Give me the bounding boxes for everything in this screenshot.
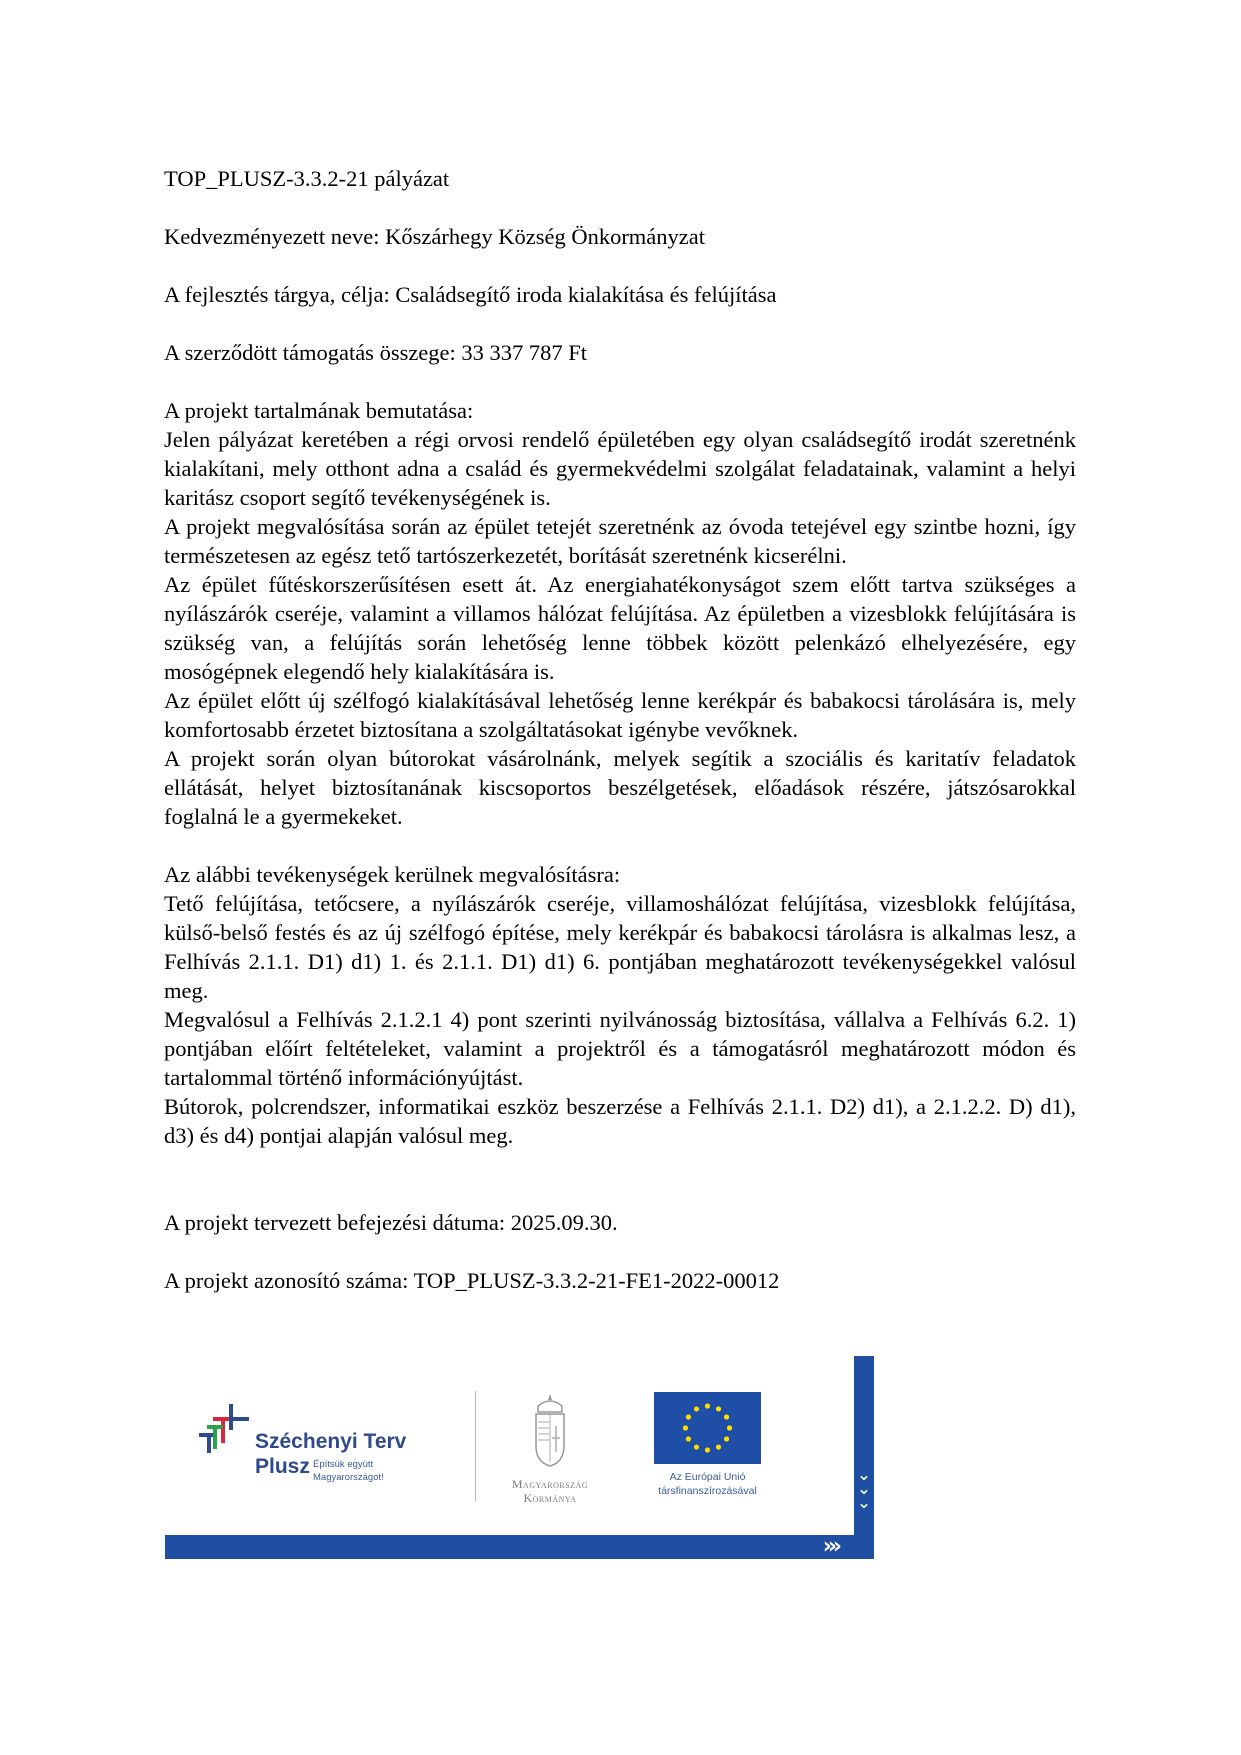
presentation-paragraph: A projekt során olyan bútorokat vásárolnánk, melyek segítik a szociális és karitatív feladatok ellátását, helyet biztosítanának kiscsoportos beszélgetések, előadások részére, játszósarokkal foglalná le a gyermekeket. [164,746,1076,829]
eu-line: társfinanszírozásával [658,1485,757,1497]
document-body [164,164,1076,1295]
eu-star-icon [683,1425,688,1430]
banner-side-bar [854,1356,874,1559]
szechenyi-title: Széchenyi Terv [255,1430,407,1453]
government-text [485,1477,615,1505]
eu-flag-icon [654,1392,761,1464]
presentation-paragraph: A projekt megvalósítása során az épület tetejét szeretnénk az óvoda tetejével egy szintbe hozni, így természetesen az egész tető tartószerkezetét, borítását szeretnénk kicserélni. [164,514,1076,568]
eu-star-icon [705,1447,710,1452]
activities-paragraph: Tető felújítása, tetőcsere, a nyílászárók cseréje, villamoshálózat felújítása, vizesblokk felújítása, külső-belső festés és az új szélfogó építése, mely kerékpár és babakocsi tárolásra is alkalmas lesz, a Felhívás 2.1.1. D1) d1) 1. és 2.1.1. D1) d1) 6. pontjában meghatározott tevékenységekkel valósul meg. [164,891,1076,1003]
project-id-line: A projekt azonosító száma: TOP_PLUSZ-3.3.2-21-FE1-2022-00012 [164,1268,780,1293]
eu-text [645,1470,770,1498]
banner-bottom-bar [165,1535,874,1559]
eu-star-icon [694,1406,699,1411]
eu-star-icon [694,1444,699,1449]
eu-star-icon [686,1436,691,1441]
eu-star-icon [705,1403,710,1408]
slogan-line: Építsük együtt [313,1459,374,1470]
beneficiary-line: Kedvezményezett neve: Kőszárhegy Község Önkormányzat [164,224,706,249]
government-line: Magyarország [511,1477,589,1491]
coat-of-arms-icon [530,1392,570,1468]
grant-amount-line: A szerződött támogatás összege: 33 337 787 Ft [164,340,588,365]
presentation-paragraph: Az épület előtt új szélfogó kialakításával lehetőség lenne kerékpár és babakocsi tárolására is, mely komfortosabb érzetet biztosítana a szolgáltatásokat igénybe vevőknek. [164,688,1076,742]
presentation-paragraph: Jelen pályázat keretében a régi orvosi rendelő épületében egy olyan családsegítő irodát szeretnénk kialakítani, mely otthont adna a család és gyermekvédelmi szolgálat feladatainak, valamint a helyi karitász csoport segítő tevékenységének is. [164,427,1076,510]
hungarian-government-logo [485,1392,615,1505]
szechenyi-slogan [313,1458,384,1484]
chevrons-right-icon: ››› [822,1534,838,1559]
eu-star-icon [724,1414,729,1419]
government-line: Kormánya [523,1491,577,1505]
eu-line: Az Európai Unió [669,1471,746,1483]
presentation-paragraph: Az épület fűtéskorszerűsítésen esett át. Az energiahatékonyságot szem előtt tartva szükséges a nyílászárók cseréje, valamint a villamos hálózat felújítása. Az épületben a vizesblokk felújítására is szükség van, a felújítás során lehetőség lenne többek között pelenkázó elhelyezésére, egy mosógépnek elegendő hely kialakítására is. [164,572,1076,684]
slogan-line: Magyarországot! [313,1472,384,1483]
eu-star-icon [716,1444,721,1449]
activities-heading: Az alábbi tevékenységek kerülnek megvalósításra: [164,862,621,887]
szechenyi-plus: Plusz [255,1455,310,1478]
completion-date-line: A projekt tervezett befejezési dátuma: 2025.09.30. [164,1210,618,1235]
title-line: TOP_PLUSZ-3.3.2-21 pályázat [164,166,450,191]
szechenyi-terv-plusz-logo [199,1400,429,1483]
activities-paragraph: Bútorok, polcrendszer, informatikai eszköz beszerzése a Felhívás 2.1.1. D2) d1), a 2.1.2.2. D) d1), d3) és d4) pontjai alapján valósul meg. [164,1094,1076,1148]
funding-banner [165,1356,874,1559]
eu-star-icon [724,1436,729,1441]
chevrons-down-icon: ⌄ ⌄ ⌄ [857,1465,871,1512]
activities-paragraph: Megvalósul a Felhívás 2.1.2.1 4) pont szerinti nyilvánosság biztosítása, vállalva a Felhívás 6.2. 1) pontjában előírt feltételeket, valamint a projektről és a támogatásról meghatározott módon és tartalommal történő információnyújtást. [164,1007,1076,1090]
szechenyi-cross-icon [199,1404,251,1456]
eu-cofinancing-logo [645,1392,770,1498]
logo-divider [475,1391,476,1501]
presentation-heading: A projekt tartalmának bemutatása: [164,398,474,423]
eu-star-icon [686,1414,691,1419]
eu-star-icon [716,1406,721,1411]
subject-line: A fejlesztés tárgya, célja: Családsegítő iroda kialakítása és felújítása [164,282,777,307]
eu-star-icon [727,1425,732,1430]
